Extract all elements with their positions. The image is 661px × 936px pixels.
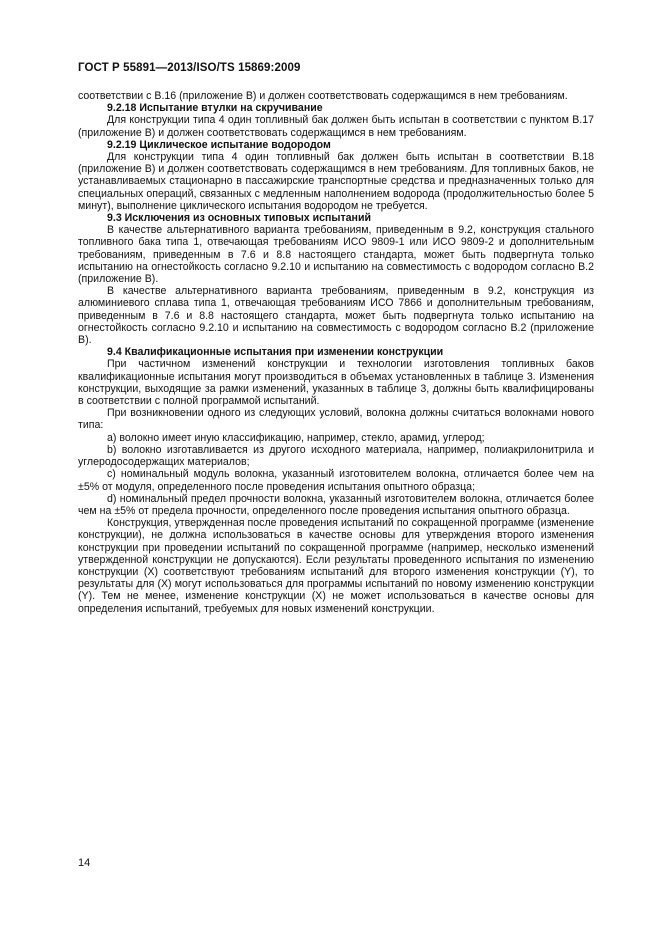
document-body [78,90,594,615]
paragraph: Для конструкции типа 4 один топливный бак должен быть испытан в соответствии с пунктом В.17 (приложение В) и должен соответствовать содержащимся в нем требованиям. [78,114,594,139]
document-header: ГОСТ Р 55891—2013/ISO/TS 15869:2009 [78,62,301,74]
paragraph: Для конструкции типа 4 один топливный бак должен быть испытан в соответствии В.18 (приложение В) и должен соответствовать содержащимся в нем требованиям. Для топливных баков, не устанавливаемых стационарно в пассажирские транспортные средства и предназначенных только для специальных операций, связанных с медленным наполнением водорода (продолжительностью более 5 минут), выполнение циклического испытания водородом не требуется. [78,151,594,212]
list-item: а) волокно имеет иную классификацию, например, стекло, арамид, углерод; [107,431,485,444]
section-heading: 9.4 Квалификационные испытания при изменении конструкции [107,346,444,359]
list-item: d) номинальный предел прочности волокна, указанный изготовителем волокна, отличается более чем на ±5% от предела прочности, определенного после проведения испытания опытного образца. [78,492,594,517]
paragraph: В качестве альтернативного варианта требованиям, приведенным в 9.2, конструкция из алюминиевого сплава типа 1, отвечающая требованиям ИСО 7866 и дополнительным требованиям, приведенным в 7.6 и 8.8 настоящего стандарта, может быть подвергнута только испытанию на огнестойкость согласно 9.2.10 и испытанию на совместимость с водородом согласно В.2 (приложение В). [78,285,594,347]
paragraph: В качестве альтернативного варианта требованиям, приведенным в 9.2, конструкция стального топливного бака типа 1, отвечающая требованиям ИСО 9809-1 или ИСО 9809-2 и дополнительным требованиям, приведенным в 7.6 и 8.8 настоящего стандарта, может быть подвергнута только испытанию на огнестойкость согласно 9.2.10 и испытанию на совместимость с водородом согласно В.2 (приложение В). [78,224,594,286]
section-heading: 9.2.19 Циклическое испытание водородом [107,138,331,151]
paragraph: При возникновении одного из следующих условий, волокна должны считаться волокнами нового типа: [78,407,594,432]
section-heading: 9.3 Исключения из основных типовых испытаний [107,212,371,225]
list-item: c) номинальный модуль волокна, указанный изготовителем волокна, отличается более чем на ±5% от модуля, определенного после проведения испытания опытного образца; [78,468,594,493]
list-item: b) волокно изготавливается из другого исходного материала, например, полиакрилонитрила и углеродосодержащих материалов; [78,443,594,469]
section-heading: 9.2.18 Испытание втулки на скручивание [107,102,323,115]
paragraph: соответствии с В.16 (приложение В) и должен соответствовать содержащимся в нем требованиям. [78,90,568,102]
paragraph: При частичном изменений конструкции и технологии изготовления топливных баков квалификационные испытания могут производиться в объемах установленных в таблице 3. Изменения конструкции, выходящие за рамки изменений, указанных в таблице 3, должны быть квалифицированы в соответствии с полной программой испытаний. [78,358,594,408]
page-number: 14 [78,857,91,869]
paragraph: Конструкция, утвержденная после проведения испытаний по сокращенной программе (изменение конструкции), не должна использоваться в качестве основы для утверждения второго изменения конструкции при проведении испытаний по сокращенной программе (например, несколько изменений утвержденной конструкции не допускаются). Если результаты проведенного испытания по изменению конструкции (X) соответствуют требованиям испытаний для второго изменения конструкции (Y), то результаты для (X) могут использоваться для программы испытаний по новому изменению конструкции (Y). Тем не менее, изменение конструкции (X) не может использоваться в качестве основы для определения испытаний, требуемых для новых изменений конструкции. [78,517,594,615]
